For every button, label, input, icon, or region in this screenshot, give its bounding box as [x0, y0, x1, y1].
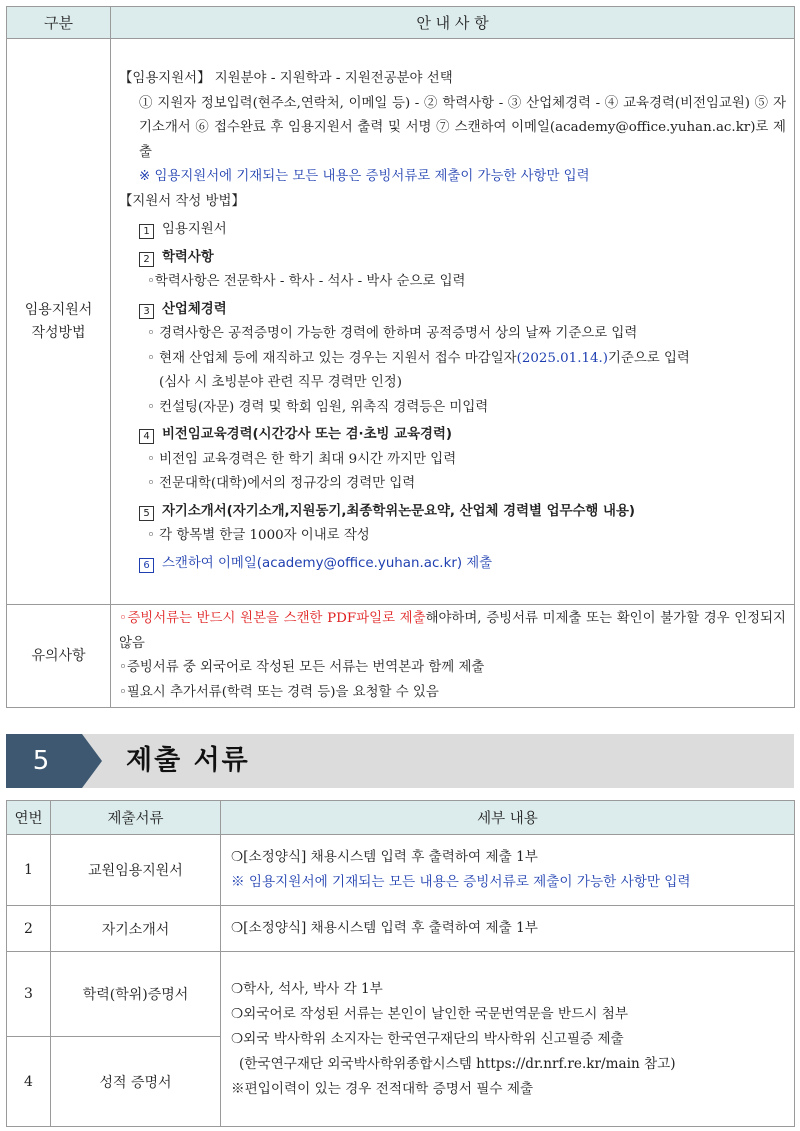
item-number-box: 1	[139, 224, 154, 239]
application-guide-table	[6, 6, 795, 708]
header-number: 연번	[7, 801, 51, 835]
item-title: 학력사항	[162, 249, 214, 265]
row-detail-merged	[221, 952, 795, 1127]
item-6	[119, 552, 786, 577]
item-2-sub-1: ◦학력사항은 전문학사 - 학사 - 석사 - 박사 순으로 입력	[147, 274, 466, 289]
table-row	[7, 952, 795, 1037]
section-arrow-shape	[82, 734, 102, 788]
row-document: 교원임용지원서	[51, 835, 221, 906]
section-number: 5	[32, 746, 50, 776]
item-1	[119, 218, 786, 243]
row-content	[111, 605, 795, 708]
item-3	[119, 298, 786, 323]
header-category: 구분	[7, 7, 111, 39]
section-title: 제출 서류	[126, 745, 250, 776]
table-row-notes	[7, 605, 795, 708]
row-detail	[221, 835, 795, 906]
note-text: 해야하며, 증빙서류 미제출 또는 확인이 불가할 경우 인정되지 않음	[119, 611, 786, 651]
item-number-box: 4	[139, 429, 154, 444]
row-number: 3	[7, 952, 51, 1037]
item-5-sub-1: ◦ 각 항목별 한글 1000자 이내로 작성	[147, 528, 370, 543]
detail-line: (한국연구재단 외국박사학위종합시스템 https://dr.nrf.re.kr/main 참고)	[239, 1055, 676, 1072]
header-detail: 세부 내용	[221, 801, 795, 835]
table-header-row	[7, 7, 795, 39]
header-document: 제출서류	[51, 801, 221, 835]
detail-line: ❍외국 박사학위 소지자는 한국연구재단의 박사학위 신고필증 제출	[231, 1030, 624, 1047]
table-row-how-to-write	[7, 39, 795, 605]
section-header	[6, 734, 794, 788]
row-label: 유의사항	[7, 605, 111, 708]
intro-steps: ① 지원자 정보입력(현주소,연락처, 이메일 등) - ② 학력사항 - ③ 산업체경력 - ④ 교육경력(비전임교원) ⑤ 자기소개서 ⑥ 접수완료 후 임용지원서 출력 및 서명 ⑦ 스캔하여 이메일(academy@office.yuhan.ac.kr)로 제출	[139, 95, 786, 160]
section-bar	[6, 734, 794, 788]
item-number-box: 3	[139, 304, 154, 319]
row-detail	[221, 906, 795, 952]
detail-line: ❍외국어로 작성된 서류는 본인이 날인한 국문번역문을 반드시 첨부	[231, 1005, 628, 1022]
item-number-box: 5	[139, 506, 154, 521]
row-label	[7, 39, 111, 605]
row-label-line1: 임용지원서	[24, 301, 93, 318]
detail-line: ❍[소정양식] 채용시스템 입력 후 출력하여 제출 1부	[231, 849, 538, 865]
item-title: 비전임교육경력(시간강사 또는 겸·초빙 교육경력)	[162, 427, 453, 442]
deadline-date: (2025.01.14.)	[516, 350, 608, 366]
detail-line: ❍학사, 석사, 박사 각 1부	[231, 980, 383, 997]
detail-note: ※ 임용지원서에 기재되는 모든 내용은 증빙서류로 제출이 가능한 사항만 입력	[231, 874, 691, 890]
item-3-sub-2-note: (심사 시 초빙분야 관련 직무 경력만 인정)	[159, 375, 402, 390]
item-number-box: 6	[139, 558, 154, 573]
header-guide: 안 내 사 항	[111, 7, 795, 39]
item-4	[119, 423, 786, 448]
item-3-sub-2	[119, 347, 786, 372]
note-highlight: ◦증빙서류는 반드시 원본을 스캔한 PDF파일로 제출	[119, 611, 426, 626]
note-line-1	[119, 607, 786, 656]
table-header-row	[7, 801, 795, 835]
method-title: 【지원서 작성 방법】	[119, 193, 245, 209]
row-document: 자기소개서	[51, 906, 221, 952]
item-number-box: 2	[139, 252, 154, 267]
item-4-sub-1: ◦ 비전임 교육경력은 한 학기 최대 9시간 까지만 입력	[147, 451, 457, 467]
table-row	[7, 906, 795, 952]
row-number: 4	[7, 1037, 51, 1127]
item-title: 스캔하여 이메일(academy@office.yuhan.ac.kr) 제출	[162, 555, 493, 571]
row-number: 1	[7, 835, 51, 906]
submission-documents-table	[6, 800, 795, 1127]
note-line-2: ◦증빙서류 중 외국어로 작성된 모든 서류는 번역본과 함께 제출	[119, 660, 485, 675]
item-title: 임용지원서	[162, 222, 227, 237]
detail-line: ※편입이력이 있는 경우 전적대학 증명서 필수 제출	[231, 1080, 534, 1097]
row-number: 2	[7, 906, 51, 952]
intro-note: ※ 임용지원서에 기재되는 모든 내용은 증빙서류로 제출이 가능한 사항만 입력	[139, 169, 590, 184]
item-2	[119, 246, 786, 271]
item-title: 자기소개서(자기소개,지원동기,최종학위논문요약, 산업체 경력별 업무수행 내용)	[162, 503, 636, 519]
row-document: 학력(학위)증명서	[51, 952, 221, 1037]
table-row	[7, 835, 795, 906]
note-line-3: ◦필요시 추가서류(학력 또는 경력 등)을 요청할 수 있음	[119, 684, 439, 700]
sub-text: ◦ 현재 산업체 등에 재직하고 있는 경우는 지원서 접수 마감일자	[147, 350, 517, 366]
intro-title: 【임용지원서】 지원분야 - 지원학과 - 지원전공분야 선택	[119, 71, 453, 86]
item-5	[119, 500, 786, 525]
item-4-sub-2: ◦ 전문대학(대학)에서의 정규강의 경력만 입력	[147, 476, 416, 491]
sub-text: 기준으로 입력	[607, 350, 690, 366]
item-3-sub-1: ◦ 경력사항은 공적증명이 가능한 경력에 한하며 공적증명서 상의 날짜 기준으로 입력	[147, 326, 638, 341]
row-label-line2: 작성방법	[31, 324, 86, 341]
item-title: 산업체경력	[162, 301, 227, 317]
row-content	[111, 39, 795, 605]
row-document: 성적 증명서	[51, 1037, 221, 1127]
item-3-sub-3: ◦ 컨설팅(자문) 경력 및 학회 임원, 위촉직 경력등은 미입력	[147, 399, 489, 415]
detail-line: ❍[소정양식] 채용시스템 입력 후 출력하여 제출 1부	[231, 920, 538, 936]
